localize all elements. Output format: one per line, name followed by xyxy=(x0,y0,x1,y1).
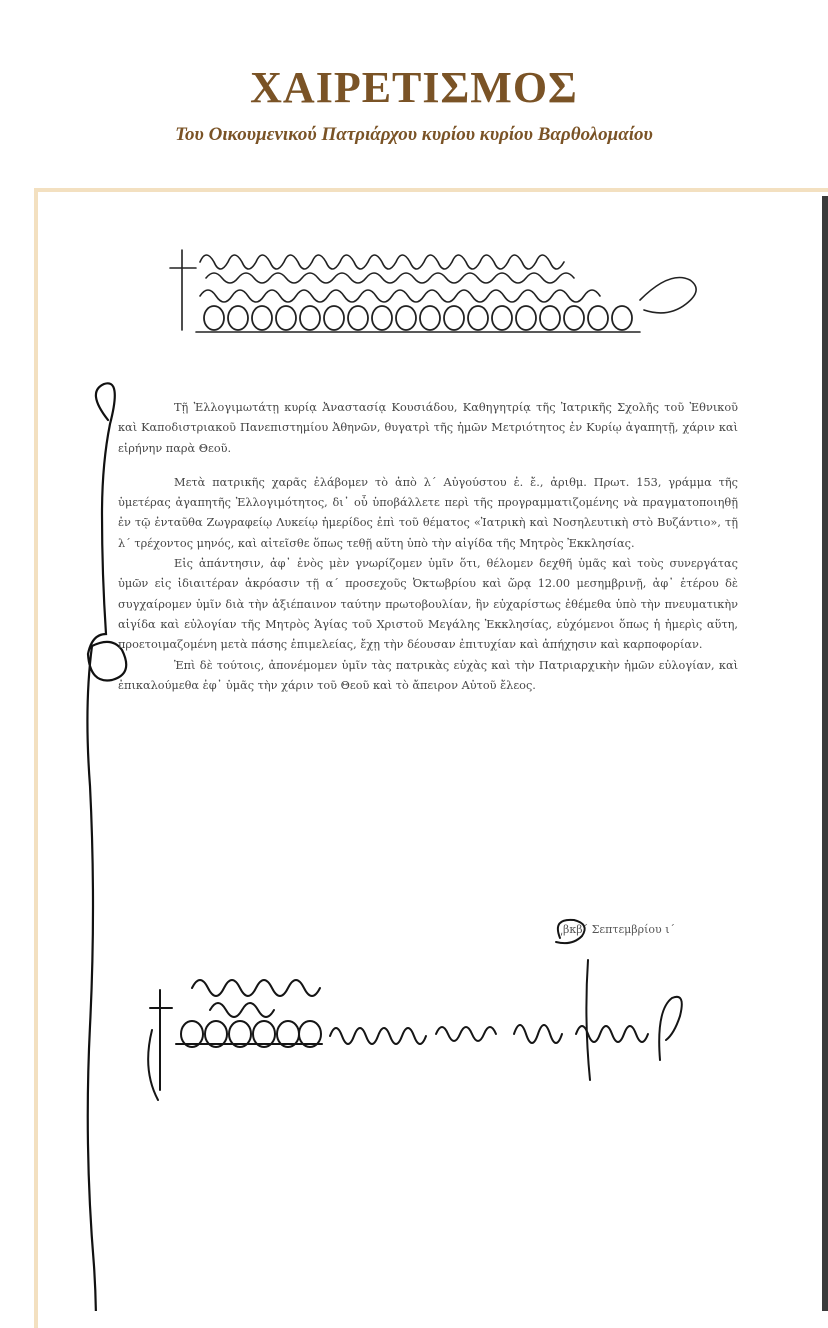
letter-paragraph: Μετὰ πατρικῆς χαρᾶς ἐλάβομεν τὸ ἀπὸ λ΄ Αὐγούστου ἐ. ἔ., ἀριθμ. Πρωτ. 153, γράμμα τῆς ὑμετέρας ἀγαπητῆς Ἐλλογιμότητος, δι᾽ οὗ ὑποβάλλετε περὶ τῆς προγραμματιζομένης νὰ πραγματοποιηθῇ ἐν τῷ ἐνταῦθα Ζωγραφείῳ Λυκείῳ ἡμερίδος ἐπὶ τοῦ θέματος «Ἰατρικὴ καὶ Νοσηλευτικὴ στὸ Βυζάντιο», τῇ λ΄ τρέχοντος μηνός, καὶ αἰτεῖσθε ὅπως τεθῇ αὕτη ὑπὸ τὴν αἰγίδα τῆς Μητρὸς Ἐκκλησίας. xyxy=(118,475,738,550)
letter-salutation: Τῇ Ἐλλογιμωτάτῃ κυρίᾳ Ἀναστασίᾳ Κουσιάδου, Καθηγητρίᾳ τῆς Ἰατρικῆς Σχολῆς τοῦ Ἐθνικοῦ καὶ Καποδιστριακοῦ Πανεπιστημίου Ἀθηνῶν, θυγατρὶ τῆς ἡμῶν Μετριότητος ἐν Κυρίῳ ἀγαπητῇ, χάριν καὶ εἰρήνην παρὰ Θεοῦ. xyxy=(118,401,738,455)
letter-paragraph: Εἰς ἀπάντησιν, ἀφ᾽ ἑνὸς μὲν γνωρίζομεν ὑμῖν ὅτι, θέλομεν δεχθῆ ὑμᾶς καὶ τοὺς συνεργάτας ὑμῶν εἰς ἰδιαιτέραν ἀκρόασιν τῇ α΄ προσεχοῦς Ὀκτωβρίου καὶ ὥρᾳ 12.00 μεσημβρινῇ, ἀφ᾽ ἑτέρου δὲ συγχαίρομεν ὑμῖν διὰ τὴν ἀξιέπαινον ταύτην πρωτοβουλίαν, ἣν εὐχαρίστως ἐθέμεθα ὑπὸ τὴν πνευματικὴν αἰγίδα καὶ εὐλογίαν τῆς Μητρὸς Ἁγίας τοῦ Χριστοῦ Μεγάλης Ἐκκλησίας, εὐχόμενοι ὅπως ἡ ἡμερὶς αὕτη, προετοιμαζομένη μετὰ πάσης ἐπιμελείας, ἔχῃ τὴν δέουσαν ἐπιτυχίαν καὶ ἀπήχησιν καὶ καρποφορίαν. xyxy=(118,557,738,652)
letter-date: ͵βκβ΄ Σεπτεμβρίου ι΄ xyxy=(560,923,676,936)
page-title: ΧΑΙΡΕΤΙΣΜΟΣ xyxy=(250,63,578,112)
letter-paragraph: Ἐπὶ δὲ τούτοις, ἀπονέμομεν ὑμῖν τὰς πατρικὰς εὐχὰς καὶ τὴν Πατριαρχικὴν ἡμῶν εὐλογίαν, καὶ ἐπικαλούμεθα ἐφ᾽ ὑμᾶς τὴν χάριν τοῦ Θεοῦ καὶ τὸ ἄπειρον Αὐτοῦ ἔλεος. xyxy=(118,658,738,692)
page-subtitle: Του Οικουμενικού Πατριάρχου κυρίου κυρίου Βαρθολομαίου xyxy=(175,124,653,145)
